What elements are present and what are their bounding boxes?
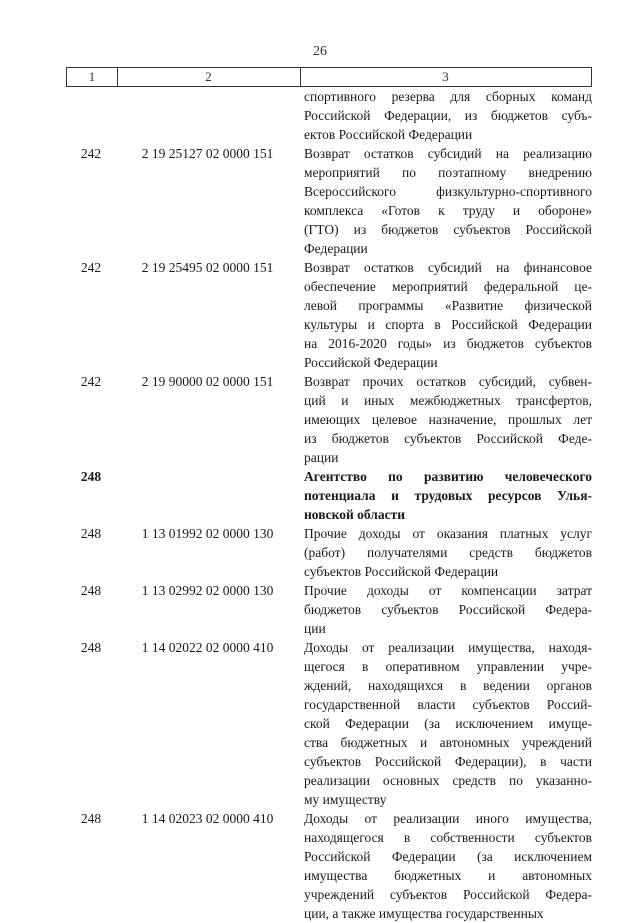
table-row <box>66 87 592 144</box>
admin-code: 242 <box>80 374 102 389</box>
table-row <box>66 467 592 524</box>
table-row <box>66 638 592 809</box>
admin-code: 248 <box>80 640 102 655</box>
income-description <box>304 467 592 524</box>
description-line: мероприятий по поэтапному внедрению <box>304 165 592 180</box>
income-description <box>304 581 592 638</box>
income-description <box>304 144 592 258</box>
description-line: Доходы от реализации иного имущества, <box>304 811 592 826</box>
budget-classification-code: 1 13 01992 02 0000 130 <box>141 526 274 541</box>
admin-code: 248 <box>80 526 102 541</box>
description-line: Прочие доходы от оказания платных услуг <box>304 526 592 541</box>
table-header <box>66 67 592 87</box>
description-line: из бюджетов субъектов Российской Феде- <box>304 431 592 446</box>
description-line: потенциала и трудовых ресурсов Улья- <box>304 488 592 503</box>
header-col-1: 1 <box>67 68 118 86</box>
income-description <box>304 638 592 809</box>
budget-classification-code: 1 14 02023 02 0000 410 <box>141 811 274 826</box>
description-line: Возврат остатков субсидий на финансовое <box>304 260 592 275</box>
table-row <box>66 809 592 923</box>
description-line: ций и иных межбюджетных трансфертов, <box>304 393 592 408</box>
income-description <box>304 258 592 372</box>
header-col-3: 3 <box>442 69 449 84</box>
table-body <box>66 87 592 923</box>
table-row <box>66 372 592 467</box>
table-row <box>66 524 592 581</box>
admin-code: 242 <box>80 260 102 275</box>
description-line: субъектов Российской Федерации <box>304 564 499 579</box>
budget-classification-code: 1 14 02022 02 0000 410 <box>141 640 274 655</box>
description-line: Возврат прочих остатков субсидий, субвен- <box>304 374 592 389</box>
table-row <box>66 144 592 258</box>
budget-classification-code: 1 13 02992 02 0000 130 <box>141 583 274 598</box>
description-line: Агентство по развитию человеческого <box>304 469 592 484</box>
description-line: ектов Российской Федерации <box>304 127 473 142</box>
description-line: реализации основных средств по указанно- <box>304 773 592 788</box>
description-line: субъектов Российской Федерации), в части <box>304 754 592 769</box>
table-row <box>66 258 592 372</box>
income-description <box>304 524 592 581</box>
description-line: (ГТО) из бюджетов субъектов Российской <box>304 222 592 237</box>
description-line: бюджетов субъектов Российской Федера- <box>304 602 592 617</box>
budget-classification-code: 2 19 25127 02 0000 151 <box>141 146 274 161</box>
description-line: Всероссийского физкультурно-спортивного <box>304 184 592 199</box>
description-line: Федерации <box>304 241 368 256</box>
description-line: (работ) получателями средств бюджетов <box>304 545 592 560</box>
description-line: Российской Федерации <box>304 355 438 370</box>
budget-classification-code: 2 19 90000 02 0000 151 <box>141 374 274 389</box>
description-line: спортивного резерва для сборных команд <box>304 89 592 104</box>
income-description <box>304 87 592 144</box>
budget-classification-code: 2 19 25495 02 0000 151 <box>141 260 274 275</box>
description-line: имущества бюджетных и автономных <box>304 868 592 883</box>
income-description <box>304 809 592 923</box>
table-row <box>66 581 592 638</box>
admin-code: 248 <box>80 811 102 826</box>
description-line: му имуществу <box>304 792 387 807</box>
admin-code: 248 <box>80 583 102 598</box>
description-line: учреждений субъектов Российской Федера- <box>304 887 592 902</box>
description-line: Возврат остатков субсидий на реализацию <box>304 146 592 161</box>
description-line: ской Федерации (за исключением имуще- <box>304 716 592 731</box>
description-line: Прочие доходы от компенсации затрат <box>304 583 592 598</box>
description-line: государственной власти субъектов Россий- <box>304 697 592 712</box>
admin-code: 248 <box>80 469 102 484</box>
description-line: ства бюджетных и автономных учреждений <box>304 735 592 750</box>
header-col-2: 2 <box>117 68 301 86</box>
description-line: на 2016-2020 годы» из бюджетов субъектов <box>304 336 592 351</box>
description-line: имеющих целевое назначение, прошлых лет <box>304 412 592 427</box>
description-line: Российской Федерации, из бюджетов субъ- <box>304 108 592 123</box>
description-line: щегося в оперативном управлении учре- <box>304 659 592 674</box>
description-line: обеспечение мероприятий федеральной це- <box>304 279 592 294</box>
description-line: ции, а также имущества государственных <box>304 906 544 921</box>
page-number: 26 <box>313 44 327 59</box>
description-line: Российской Федерации (за исключением <box>304 849 592 864</box>
description-line: ции <box>304 621 326 636</box>
income-description <box>304 372 592 467</box>
description-line: левой программы «Развитие физической <box>304 298 592 313</box>
description-line: находящегося в собственности субъектов <box>304 830 592 845</box>
admin-code: 242 <box>80 146 102 161</box>
description-line: ждений, находящихся в ведении органов <box>304 678 592 693</box>
description-line: рации <box>304 450 339 465</box>
description-line: Доходы от реализации имущества, находя- <box>304 640 592 655</box>
description-line: культуры и спорта в Российской Федерации <box>304 317 592 332</box>
description-line: комплекса «Готов к труду и обороне» <box>304 203 592 218</box>
description-line: новской области <box>304 507 406 522</box>
